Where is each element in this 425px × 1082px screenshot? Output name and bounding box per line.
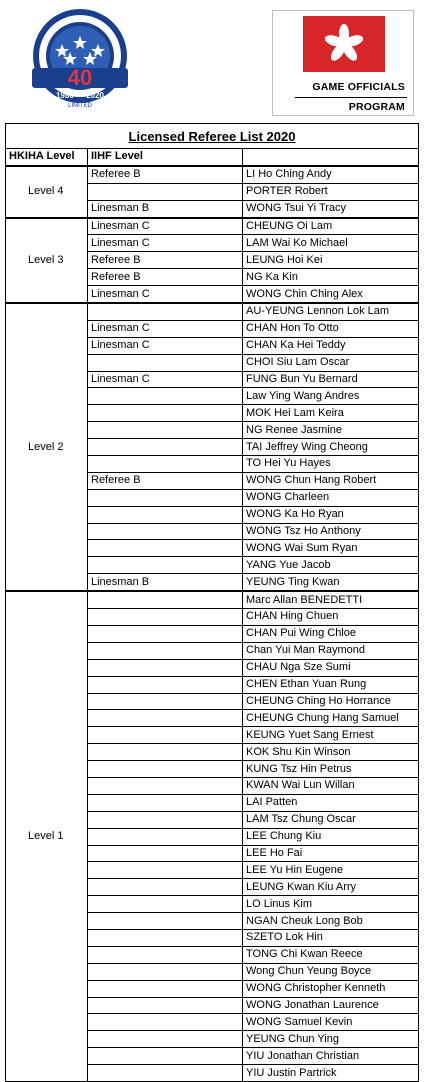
iihf-level-cell [88,676,243,693]
referee-name-cell: YIU Justin Partrick [243,1065,419,1082]
table-row [6,591,419,608]
iihf-level-cell: Linesman C [88,235,243,252]
iihf-level-cell: Linesman C [88,218,243,235]
referee-name-cell: NGAN Cheuk Long Bob [243,913,419,930]
iihf-level-cell [88,727,243,744]
referee-name-cell: YEUNG Ting Kwan [243,574,419,591]
referee-name-cell: CHEUNG Chung Hang Samuel [243,710,419,727]
referee-name-cell: YANG Yue Jacob [243,557,419,574]
iihf-level-cell [88,693,243,710]
referee-name-cell: KWAN Wai Lun Willan [243,777,419,794]
game-officials-program-logo [272,10,414,116]
iihf-level-cell [88,354,243,371]
iihf-level-cell [88,540,243,557]
referee-table [5,123,419,1082]
iihf-level-cell [88,439,243,456]
referee-name-cell: WONG Tsz Ho Anthony [243,523,419,540]
iihf-level-cell [88,523,243,540]
iihf-level-cell [88,303,243,320]
iihf-level-cell [88,896,243,913]
referee-name-cell: CHOI Siu Lam Oscar [243,354,419,371]
referee-name-cell: WONG Samuel Kevin [243,1014,419,1031]
referee-name-cell: WONG Christopher Kenneth [243,980,419,997]
referee-name-cell: KUNG Tsz Hin Petrus [243,761,419,778]
iihf-level-cell [88,1065,243,1082]
referee-name-cell: LO Linus Kim [243,896,419,913]
referee-name-cell: AU-YEUNG Lennon Lok Lam [243,303,419,320]
referee-name-cell: LEE Yu Hin Eugene [243,862,419,879]
referee-name-cell: WONG Ka Ho Ryan [243,506,419,523]
iihf-level-cell: Linesman C [88,286,243,303]
referee-name-cell: NG Renee Jasmine [243,422,419,439]
referee-name-cell: KEUNG Yuet Sang Ernest [243,727,419,744]
referee-name-cell: CHEN Ethan Yuan Rung [243,676,419,693]
referee-name-cell: LEUNG Hoi Kei [243,252,419,269]
iihf-level-cell [88,997,243,1014]
header-hkiha-level: HKIHA Level [6,149,88,166]
table-title: Licensed Referee List 2020 [6,124,419,149]
iihf-level-cell [88,642,243,659]
iihf-level-cell: Linesman C [88,337,243,354]
referee-name-cell: CHAU Nga Sze Sumi [243,659,419,676]
referee-name-cell: WONG Tsui Yi Tracy [243,200,419,217]
iihf-level-cell [88,183,243,200]
iihf-level-cell [88,422,243,439]
iihf-level-cell [88,845,243,862]
iihf-level-cell: Linesman C [88,371,243,388]
referee-name-cell: Marc Allan BENEDETTI [243,591,419,608]
iihf-level-cell [88,557,243,574]
iihf-level-cell [88,659,243,676]
header-iihf-level: IIHF Level [88,149,243,166]
hkiha-level-cell: Level 4 [6,166,88,218]
iihf-level-cell: Referee B [88,269,243,286]
program-divider [295,97,407,98]
iihf-level-cell [88,794,243,811]
referee-name-cell: CHEUNG Oi Lam [243,218,419,235]
iihf-level-cell [88,929,243,946]
referee-name-cell: WONG Charleen [243,489,419,506]
iihf-level-cell [88,879,243,896]
iihf-level-cell [88,591,243,608]
iihf-level-cell [88,1031,243,1048]
hkiha-level-cell: Level 1 [6,591,88,1081]
referee-name-cell: TONG Chi Kwan Reece [243,946,419,963]
iihf-level-cell [88,980,243,997]
iihf-level-cell [88,811,243,828]
referee-name-cell: FUNG Bun Yu Bernard [243,371,419,388]
iihf-level-cell [88,1048,243,1065]
referee-name-cell: LEE Chung Kiu [243,828,419,845]
program-line2: PROGRAM [348,101,405,113]
logo-limited-text: LIMITED [68,103,92,109]
referee-name-cell: YEUNG Chun Ying [243,1031,419,1048]
referee-name-cell: WONG Chin Ching Alex [243,286,419,303]
iihf-level-cell [88,456,243,473]
hkiha-40th-logo [18,6,142,110]
referee-name-cell: LI Ho Ching Andy [243,166,419,183]
referee-name-cell: CHAN Hon To Otto [243,320,419,337]
referee-name-cell: LEUNG Kwan Kiu Arry [243,879,419,896]
referee-name-cell: LAM Wai Ko Michael [243,235,419,252]
iihf-level-cell [88,777,243,794]
logo-anniversary-text: 40 [67,65,93,90]
program-line1: GAME OFFICIALS [312,81,405,93]
referee-name-cell: YIU Jonathan Christian [243,1048,419,1065]
referee-name-cell: WONG Jonathan Laurence [243,997,419,1014]
table-row [6,303,419,320]
referee-name-cell: LAI Patten [243,794,419,811]
referee-name-cell: KOK Shu Kin Winson [243,744,419,761]
iihf-level-cell [88,388,243,405]
iihf-level-cell [88,744,243,761]
iihf-level-cell [88,489,243,506]
iihf-level-cell: Linesman B [88,200,243,217]
referee-name-cell: Law Ying Wang Andres [243,388,419,405]
table-row [6,218,419,235]
referee-name-cell: CHAN Pui Wing Chloe [243,625,419,642]
iihf-level-cell: Referee B [88,166,243,183]
table-body [6,166,419,1082]
header-name [243,149,419,166]
iihf-level-cell [88,913,243,930]
iihf-level-cell [88,963,243,980]
referee-name-cell: LAM Tsz Chung Oscar [243,811,419,828]
referee-name-cell: WONG Chun Hang Robert [243,472,419,489]
iihf-level-cell: Referee B [88,472,243,489]
referee-name-cell: NG Ka Kin [243,269,419,286]
referee-name-cell: SZETO Lok Hin [243,929,419,946]
referee-name-cell: CHEUNG Ching Ho Horrance [243,693,419,710]
referee-name-cell: Chan Yui Man Raymond [243,642,419,659]
iihf-level-cell [88,946,243,963]
referee-name-cell: CHAN Ka Hei Teddy [243,337,419,354]
iihf-level-cell [88,828,243,845]
hkiha-level-cell: Level 3 [6,218,88,303]
referee-name-cell: WONG Wai Sum Ryan [243,540,419,557]
referee-name-cell: Wong Chun Yeung Boyce [243,963,419,980]
iihf-level-cell [88,506,243,523]
iihf-level-cell: Linesman B [88,574,243,591]
hkiha-level-cell: Level 2 [6,303,88,591]
referee-name-cell: TAI Jeffrey Wing Cheong [243,439,419,456]
logo-years-text: 1980 — 2020 [55,91,105,100]
iihf-level-cell: Referee B [88,252,243,269]
iihf-level-cell [88,609,243,626]
iihf-level-cell [88,625,243,642]
referee-name-cell: TO Hei Yu Hayes [243,456,419,473]
referee-name-cell: MOK Hei Lam Keira [243,405,419,422]
iihf-level-cell [88,405,243,422]
iihf-level-cell [88,710,243,727]
iihf-level-cell: Linesman C [88,320,243,337]
referee-name-cell: LEE Ho Fai [243,845,419,862]
referee-name-cell: PORTER Robert [243,183,419,200]
table-row [6,166,419,183]
iihf-level-cell [88,761,243,778]
iihf-level-cell [88,862,243,879]
referee-name-cell: CHAN Hing Chuen [243,609,419,626]
iihf-level-cell [88,1014,243,1031]
hong-kong-flag-icon [303,16,385,72]
